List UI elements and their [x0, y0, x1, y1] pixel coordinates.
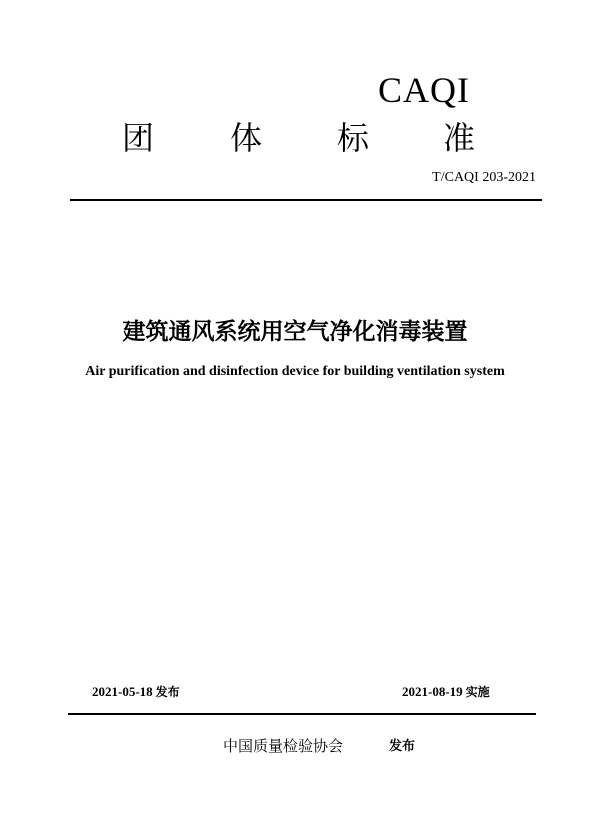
standard-type-char-2: 体 [230, 119, 263, 157]
issue-label: 发布 [389, 739, 416, 754]
publish-date-line [92, 684, 180, 700]
top-divider [70, 199, 542, 201]
issuer-name: 中国质量检验协会 [223, 737, 344, 755]
standard-number: T/CAQI 203-2021 [432, 170, 536, 185]
publish-date: 2021-05-18 [92, 684, 153, 699]
standard-type-char-1: 团 [122, 119, 155, 157]
implement-date-line [402, 684, 490, 700]
title-english: Air purification and disinfection device for building ventilation system [85, 364, 505, 379]
standard-type-char-3: 标 [337, 119, 370, 157]
bottom-divider [68, 713, 536, 715]
publish-label: 发布 [155, 685, 180, 699]
implement-label: 实施 [465, 685, 490, 699]
title-chinese: 建筑通风系统用空气净化消毒装置 [122, 319, 468, 345]
standard-type-char-4: 准 [443, 119, 476, 157]
implement-date: 2021-08-19 [402, 684, 463, 699]
org-code: CAQI [378, 70, 470, 110]
